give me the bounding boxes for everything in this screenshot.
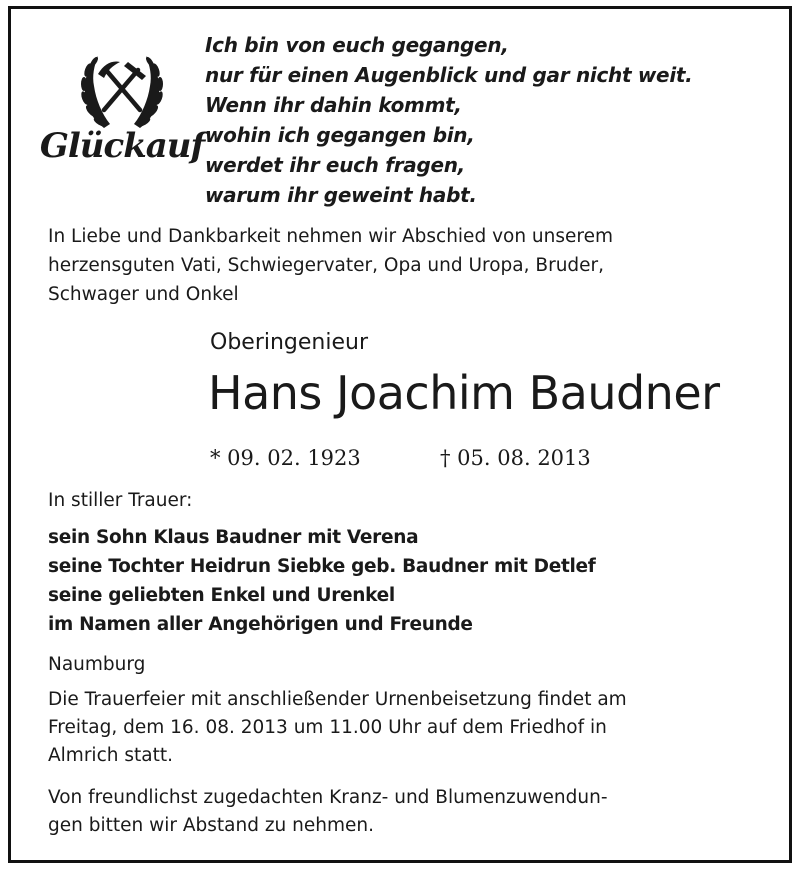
intro-line: herzensguten Vati, Schwiegervater, Opa und Uropa, Bruder, [48, 255, 605, 276]
flowers-line: Von freundlichst zugedachten Kranz- und Blumenzuwendun- [48, 787, 608, 808]
mourning-heading: In stiller Trauer: [48, 490, 193, 511]
place: Naumburg [48, 654, 146, 675]
intro-text [48, 222, 748, 309]
flowers-line: gen bitten wir Abstand zu nehmen. [48, 815, 374, 836]
poem-line: nur für einen Augenblick und gar nicht weit. [205, 63, 693, 87]
deceased-name: Hans Joachim Baudner [208, 366, 720, 420]
intro-line: Schwager und Onkel [48, 284, 239, 305]
funeral-line: Freitag, dem 16. 08. 2013 um 11.00 Uhr auf dem Friedhof in [48, 717, 607, 738]
funeral-notice [48, 686, 748, 770]
gluckauf-motto: Glückauf [39, 126, 205, 166]
occupation: Oberingenieur [210, 330, 368, 355]
hammer-and-pick-wreath-icon [74, 40, 170, 136]
birth-date: * 09. 02. 1923 [210, 446, 361, 470]
mourner-line: im Namen aller Angehörigen und Freunde [48, 614, 473, 635]
poem [205, 30, 765, 210]
poem-line: warum ihr geweint habt. [205, 183, 477, 207]
mourners-list [48, 523, 748, 639]
mourner-line: seine Tochter Heidrun Siebke geb. Baudner mit Detlef [48, 556, 596, 577]
poem-line: werdet ihr euch fragen, [205, 153, 465, 177]
mourner-line: sein Sohn Klaus Baudner mit Verena [48, 527, 419, 548]
poem-line: Wenn ihr dahin kommt, [205, 93, 462, 117]
emblem [38, 40, 206, 190]
mourner-line: seine geliebten Enkel und Urenkel [48, 585, 395, 606]
funeral-line: Die Trauerfeier mit anschließender Urnenbeisetzung findet am [48, 689, 627, 710]
intro-line: In Liebe und Dankbarkeit nehmen wir Abschied von unserem [48, 226, 614, 247]
poem-line: Ich bin von euch gegangen, [205, 33, 509, 57]
funeral-line: Almrich statt. [48, 745, 173, 766]
flowers-notice [48, 784, 748, 840]
death-date: † 05. 08. 2013 [440, 446, 591, 470]
poem-line: wohin ich gegangen bin, [205, 123, 475, 147]
